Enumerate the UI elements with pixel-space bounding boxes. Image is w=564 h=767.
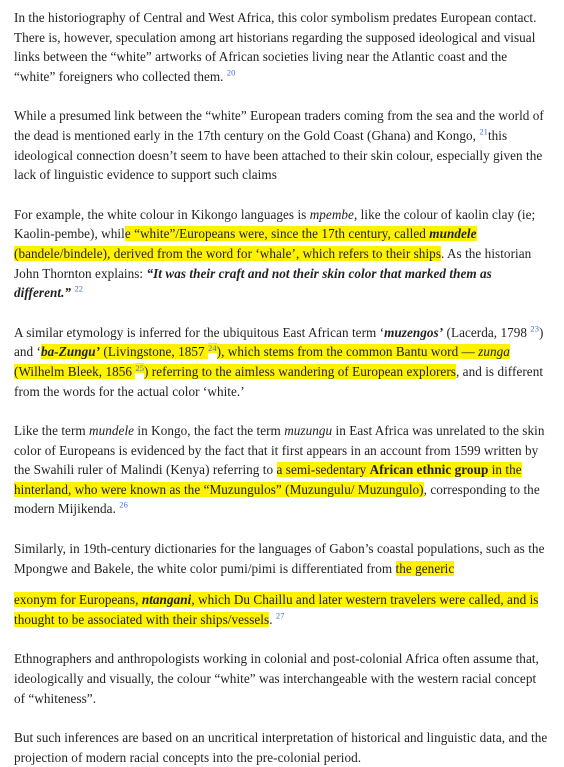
highlight: in the hinterland, who were known as the “Muzungulos” (Muzungulu/ Muzungulo)	[14, 462, 522, 497]
paragraph-5	[14, 421, 550, 519]
footnote-link-27[interactable]: 27	[275, 610, 285, 621]
text: . As the historian John Thornton explains:	[14, 245, 532, 281]
paragraph-9	[14, 728, 550, 767]
italic-term: muzungu	[284, 423, 333, 439]
paragraph-8	[14, 649, 550, 708]
highlight: (Livingstone, 1857	[100, 344, 209, 360]
footnote-link-21[interactable]: 21	[479, 126, 488, 137]
text: But such inferences are based on an uncritical interpretation of historical and linguistic data, and the projection of modern racial concepts into the pre-colonial period.	[14, 730, 548, 765]
italic-term: mundele	[89, 423, 135, 439]
text: .	[269, 611, 276, 627]
footnote-link-20[interactable]: 20	[226, 67, 236, 78]
highlight: a semi-sedentary	[276, 462, 370, 478]
text: While a presumed link between the “white” European traders coming from the sea and the world of the dead is mentioned early in the 17th century on the Gold Coast (Ghana) and Kongo,	[14, 108, 544, 143]
text: (Lacerda, 1798	[443, 324, 531, 340]
highlight: ), which stems from the common Bantu word —	[216, 344, 479, 360]
paragraph-2	[14, 106, 550, 184]
highlight-term: ntangani	[141, 592, 192, 608]
highlight: ) referring to the aimless wandering of European explorers	[144, 363, 456, 379]
paragraph-1	[14, 8, 550, 86]
highlight-term: ba-Zungu’	[40, 344, 101, 360]
text: ) and ‘	[14, 324, 544, 360]
text: Ethnographers and anthropologists working in colonial and post-colonial Africa often assume that, ideologically and visually, the colour “white” was interchangeable with the western racial concept of “whiteness”.	[14, 651, 539, 706]
highlight: , which Du Chaillu and later western travelers were called, and is thought to be associated with their ships/vessels	[14, 592, 539, 627]
highlight: the generic	[395, 560, 455, 576]
highlight-term: mundele	[429, 226, 477, 242]
highlight-term: African ethnic group	[369, 462, 489, 478]
paragraph-6	[14, 539, 550, 578]
text: For example, the white colour in Kikongo languages is	[14, 206, 310, 222]
highlight-term: zunga	[478, 344, 510, 360]
footnote-link-26[interactable]: 26	[119, 500, 128, 511]
text: A similar etymology is inferred for the ubiquitous East African term ‘	[14, 324, 385, 340]
text: this ideological connection doesn’t seem to have been attached to their skin colour, especially given the lack of linguistic evidence to support such claims	[14, 127, 543, 183]
text: In the historiography of Central and West Africa, this color symbolism predates European contact. There is, however, speculation among art historians regarding the supposed ideological and visual links between the “white” artworks of African societies living near the Atlantic coast and the “white” foreigners who collected them.	[14, 10, 537, 84]
text: Similarly, in 19th-century dictionaries for the languages of Gabon’s coastal populations, such as the Mpongwe and Bakele, the white color pumi/pimi is differentiated from	[14, 541, 545, 576]
text: Like the term	[14, 423, 90, 439]
footnote-link-24[interactable]: 24	[208, 342, 217, 353]
text: , like the colour of kaolin clay (ie; Kaolin-pembe), whil	[14, 206, 536, 242]
text: in East Africa was unrelated to the skin color of Europeans is evidenced by the fact that it first appears in an account from 1599 written by the Swahili ruler of Malindi (Kenya) referring to	[14, 423, 545, 478]
bold-term: muzengos’	[384, 324, 444, 340]
paragraph-3	[14, 205, 550, 303]
highlight: (Wilhelm Bleek, 1856	[14, 363, 136, 379]
highlight: (bandele/bindele), derived from the word for ‘whale’, which refers to their ships	[14, 245, 441, 261]
italic-term: mpembe	[309, 206, 354, 222]
quote: “It was their craft and not their skin color that marked them as different.”	[14, 265, 492, 301]
highlight: e “white”/Europeans were, since the 17th century, called	[124, 226, 430, 242]
footnote-link-25[interactable]: 25	[135, 362, 144, 373]
paragraph-4	[14, 323, 550, 401]
highlight: exonym for Europeans,	[14, 592, 142, 608]
footnote-link-22[interactable]: 22	[74, 283, 84, 294]
paragraph-7	[14, 590, 550, 629]
text: in Kongo, the fact the term	[134, 423, 285, 439]
text: , and is different from the words for the actual color ‘white.’	[14, 363, 544, 399]
text: , corresponding to the modern Mijikenda.	[14, 481, 540, 517]
footnote-link-23[interactable]: 23	[530, 323, 540, 334]
